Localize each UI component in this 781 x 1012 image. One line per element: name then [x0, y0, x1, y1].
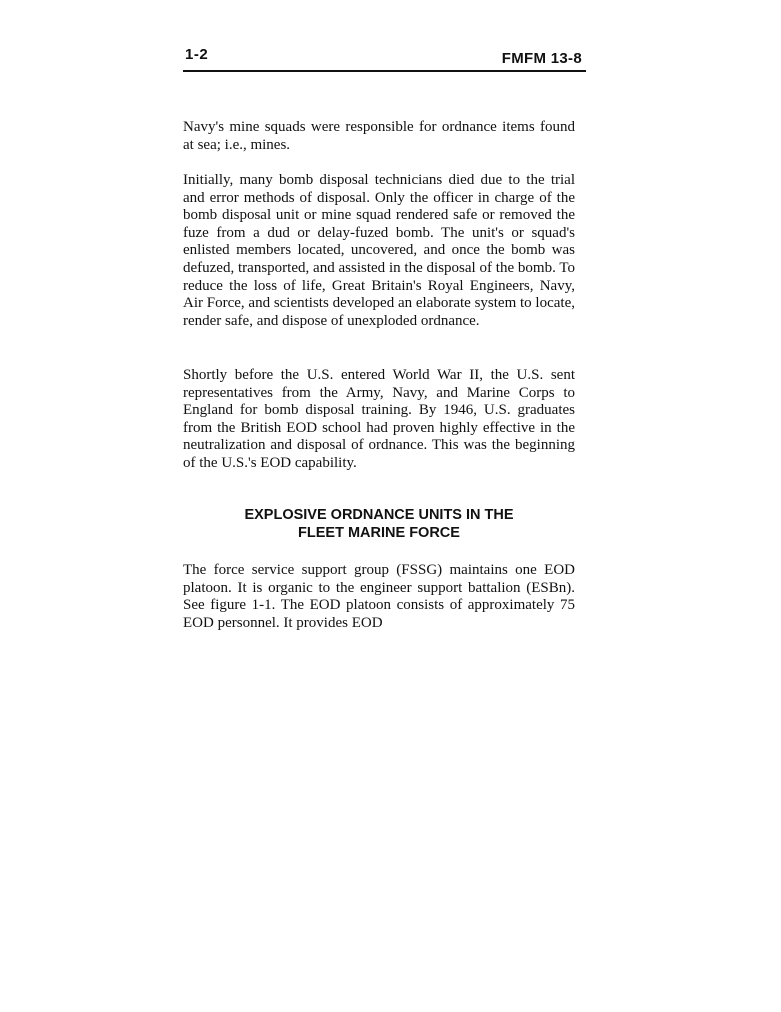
paragraph-early-disposal: Initially, many bomb disposal technicians died due to the trial and error methods of disposal. Only the officer in charge of the bomb disposal unit or mine squad rendered safe or removed the fuze from a dud or delay-fuzed bomb. The unit's or squad's enlisted members located, uncovered, and once the bomb was defuzed, transported, and assisted in the disposal of the bomb. To reduce the loss of life, Great Britain's Royal Engineers, Navy, Air Force, and scientists developed an elaborate system to locate, render safe, and dispose of unexploded ordnance.	[183, 172, 575, 329]
paragraph-fssg-platoon: The force service support group (FSSG) maintains one EOD platoon. It is organic to the engineer support battalion (ESBn). See figure 1-1. The EOD platoon consists of approximately 75 EOD personnel. It provides EOD	[183, 562, 575, 631]
section-heading-line-2: FLEET MARINE FORCE	[298, 524, 460, 541]
paragraph-us-training: Shortly before the U.S. entered World War II, the U.S. sent representatives from the Army, Navy, and Marine Corps to England for bomb disposal training. By 1946, U.S. graduates from the British EOD school had proven highly effective in the neutralization and disposal of ordnance. This was the beginning of the U.S.'s EOD capability.	[183, 367, 575, 471]
paragraph-mine-squads: Navy's mine squads were responsible for ordnance items found at sea; i.e., mines.	[183, 119, 575, 153]
document-id: FMFM 13-8	[501, 50, 582, 67]
section-heading-line-1: EXPLOSIVE ORDNANCE UNITS IN THE	[244, 507, 514, 523]
page-header	[183, 46, 586, 72]
section-heading	[183, 507, 575, 542]
page-number: 1-2	[185, 46, 209, 63]
